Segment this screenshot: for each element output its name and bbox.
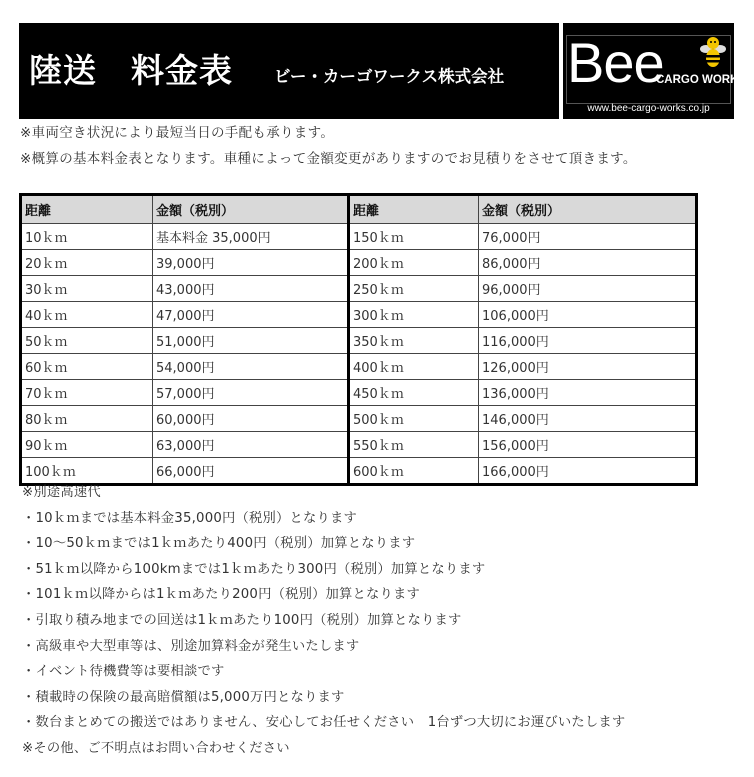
info-line: ※その他、ご不明点はお問い合わせください <box>22 740 290 756</box>
distance-cell: 300ｋｍ <box>349 302 479 328</box>
info-line: ・10～50ｋｍまでは1ｋｍあたり400円（税別）加算となります <box>22 536 416 552</box>
info-line: ・高級車や大型車等は、別途加算料金が発生いたします <box>22 638 360 654</box>
price-cell: 96,000円 <box>479 276 697 302</box>
price-cell: 57,000円 <box>153 380 349 406</box>
logo-wordmark: Bee <box>567 31 664 94</box>
distance-cell: 450ｋｍ <box>349 380 479 406</box>
price-cell: 146,000円 <box>479 406 697 432</box>
distance-cell: 70ｋｍ <box>21 380 153 406</box>
distance-cell: 20ｋｍ <box>21 250 153 276</box>
distance-cell: 40ｋｍ <box>21 302 153 328</box>
info-line: ・引取り積み地までの回送は1ｋｍあたり100円（税別）加算となります <box>22 612 462 628</box>
table-row <box>21 380 697 406</box>
price-cell: 156,000円 <box>479 432 697 458</box>
table-row <box>21 354 697 380</box>
header-price: 金額（税別） <box>479 195 697 224</box>
note-estimate: ※概算の基本料金表となります。車種によって金額変更がありますのでお見積りをさせて頂きます。 <box>20 151 637 167</box>
distance-cell: 400ｋｍ <box>349 354 479 380</box>
table-row <box>21 328 697 354</box>
distance-cell: 150ｋｍ <box>349 224 479 250</box>
info-line: ※別途高速代 <box>22 485 101 500</box>
logo-url[interactable]: www.bee-cargo-works.co.jp <box>587 103 710 114</box>
price-cell: 166,000円 <box>479 458 697 485</box>
price-cell: 86,000円 <box>479 250 697 276</box>
table-row <box>21 302 697 328</box>
page-title: 陸送 料金表 <box>29 51 233 90</box>
table-row <box>21 276 697 302</box>
distance-cell: 80ｋｍ <box>21 406 153 432</box>
company-name: ビー・カーゴワークス株式会社 <box>274 67 505 86</box>
note-availability: ※車両空き状況により最短当日の手配も承ります。 <box>20 125 335 141</box>
table-row <box>21 406 697 432</box>
price-cell: 43,000円 <box>153 276 349 302</box>
price-cell: 60,000円 <box>153 406 349 432</box>
info-list <box>22 480 625 762</box>
distance-cell: 550ｋｍ <box>349 432 479 458</box>
price-cell: 126,000円 <box>479 354 697 380</box>
price-cell: 116,000円 <box>479 328 697 354</box>
distance-cell: 500ｋｍ <box>349 406 479 432</box>
price-cell: 76,000円 <box>479 224 697 250</box>
price-cell: 136,000円 <box>479 380 697 406</box>
distance-cell: 250ｋｍ <box>349 276 479 302</box>
logo-tagline: CARGO WORKS <box>656 74 747 86</box>
price-cell: 47,000円 <box>153 302 349 328</box>
header-price: 金額（税別） <box>153 195 349 224</box>
price-cell: 基本料金 35,000円 <box>153 224 349 250</box>
table-row <box>21 250 697 276</box>
header-distance: 距離 <box>349 195 479 224</box>
title-banner <box>19 23 559 119</box>
info-line: ・51ｋｍ以降から100kmまでは1ｋｍあたり300円（税別）加算となります <box>22 561 486 577</box>
info-line: ・数台まとめての搬送ではありません、安心してお任せください 1台ずつ大切にお運びいたします <box>22 715 626 731</box>
distance-cell: 600ｋｍ <box>349 458 479 485</box>
distance-cell: 30ｋｍ <box>21 276 153 302</box>
company-logo[interactable] <box>563 23 747 119</box>
price-cell: 51,000円 <box>153 328 349 354</box>
distance-cell: 90ｋｍ <box>21 432 153 458</box>
distance-cell: 200ｋｍ <box>349 250 479 276</box>
distance-cell: 350ｋｍ <box>349 328 479 354</box>
price-cell: 63,000円 <box>153 432 349 458</box>
rate-table <box>19 193 698 486</box>
bee-mascot-icon <box>699 35 727 69</box>
table-header-row <box>21 195 697 224</box>
header-distance: 距離 <box>21 195 153 224</box>
info-line: ・10ｋｍまでは基本料金35,000円（税別）となります <box>22 510 357 526</box>
price-cell: 54,000円 <box>153 354 349 380</box>
info-line: ・イベント待機費等は要相談です <box>22 664 225 680</box>
table-row <box>21 224 697 250</box>
distance-cell: 60ｋｍ <box>21 354 153 380</box>
price-cell: 106,000円 <box>479 302 697 328</box>
info-line: ・積載時の保険の最高賠償額は5,000万円となります <box>22 689 345 705</box>
distance-cell: 10ｋｍ <box>21 224 153 250</box>
price-cell: 39,000円 <box>153 250 349 276</box>
price-cell: 66,000円 <box>153 458 349 485</box>
distance-cell: 50ｋｍ <box>21 328 153 354</box>
info-line: ・101ｋｍ以降からは1ｋｍあたり200円（税別）加算となります <box>22 587 421 603</box>
table-row <box>21 432 697 458</box>
distance-cell: 100ｋｍ <box>21 458 153 485</box>
